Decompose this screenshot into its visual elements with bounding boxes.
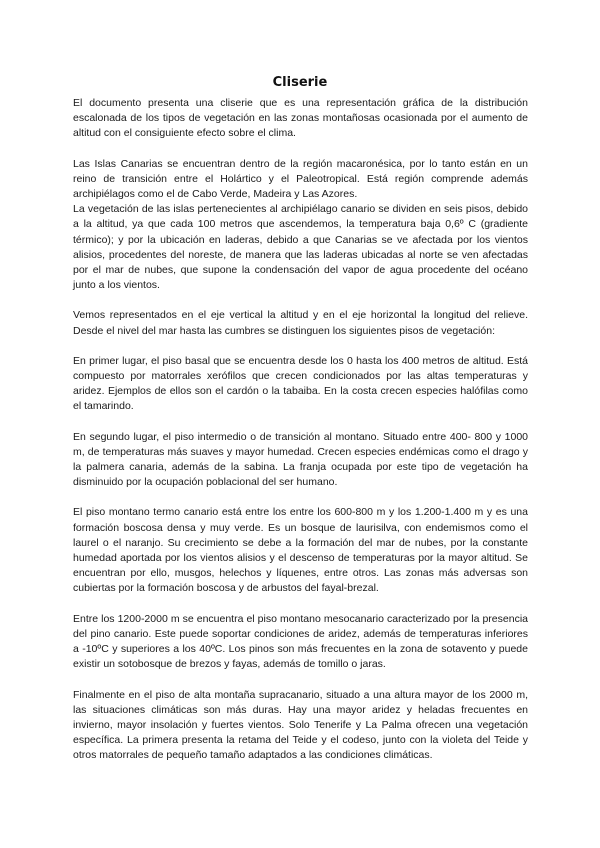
document-title: Cliserie <box>272 75 328 90</box>
paragraph-piso-montano-termo: El piso montano termo canario está entre los entre los 600-800 m y los 1.200-1.400 m y es una formación boscosa densa y muy verde. Es un bosque de laurisilva, con endemismos como el laurel o el naranjo. Su crecimiento se debe a la formación del mar de nubes, por la constante humedad aportada por los vientos alisios y el descenso de temperaturas por la mayor altitud. Se encuentran por ello, musgos, helechos y líquenes, entre otros. Las zonas más adversas son cubiertas por la formación boscosa y de arbustos del fayal-brezal. <box>73 506 528 595</box>
paragraph-canarias-region: Las Islas Canarias se encuentran dentro de la región macaronésica, por lo tanto están en un reino de transición entre el Holártico y el Paleotropical. Está región comprende además archipiélagos como el de Cabo Verde, Madeira y Las Azores. <box>73 157 528 201</box>
paragraph-piso-montano-meso: Entre los 1200-2000 m se encuentra el piso montano mesocanario caracterizado por la presencia del pino canario. Este puede soportar condiciones de aridez, además de temperaturas inferiores a -10ºC y superiores a los 40ºC. Los pinos son más frecuentes en la zona de sotavento y puede existir un sotobosque de brezos y fayas, además de tomillo o jaras. <box>73 612 528 671</box>
paragraph-alta-montana: Finalmente en el piso de alta montaña supracanario, situado a una altura mayor de los 2000 m, las situaciones climáticas son más duras. Hay una mayor aridez y heladas frecuentes en invierno, mayor insolación y fuertes vientos. Solo Tenerife y La Palma ofrecen una vegetación específica. La primera presenta la retama del Teide y el codeso, junto con la violeta del Teide y otros matorrales de pequeño tamaño adaptados a las condiciones climáticas. <box>73 688 528 762</box>
paragraph-intro: El documento presenta una cliserie que es una representación gráfica de la distribución escalonada de los tipos de vegetación en las zonas montañosas ocasionada por el aumento de altitud con el consiguiente efecto sobre el clima. <box>73 97 528 140</box>
document-body <box>73 96 528 779</box>
paragraph-axes: Vemos representados en el eje vertical la altitud y en el eje horizontal la longitud del relieve. Desde el nivel del mar hasta las cumbres se distinguen los siguientes pisos de vegetación: <box>73 309 528 337</box>
paragraph-piso-basal: En primer lugar, el piso basal que se encuentra desde los 0 hasta los 400 metros de altitud. Está compuesto por matorrales xerófilos que crecen condicionados por las altas temperaturas y aridez. Ejemplos de ellos son el cardón o la tabaiba. En la costa crecen especies halófilas como el tamarindo. <box>73 354 528 413</box>
paragraph-piso-intermedio: En segundo lugar, el piso intermedio o de transición al montano. Situado entre 400- 800 y 1000 m, de temperaturas más suaves y mayor humedad. Crecen especies endémicas como el drago y la palmera canaria, además de la sabina. La franja ocupada por este tipo de vegetación ha disminuido por la ocupación poblacional del ser humano. <box>73 430 528 489</box>
paragraph-vegetation-floors: La vegetación de las islas pertenecientes al archipiélago canario se dividen en seis pisos, debido a la altitud, ya que cada 100 metros que ascendemos, la temperatura baja 0,6º C (gradiente térmico); y por la ubicación en laderas, debido a que Canarias se ve afectada por los vientos alisios, procedentes del noreste, de manera que las laderas ubicadas al norte se ven afectadas por el mar de nubes, que supone la condensación del vapor de agua procedente del océano junto a los vientos. <box>73 203 528 292</box>
